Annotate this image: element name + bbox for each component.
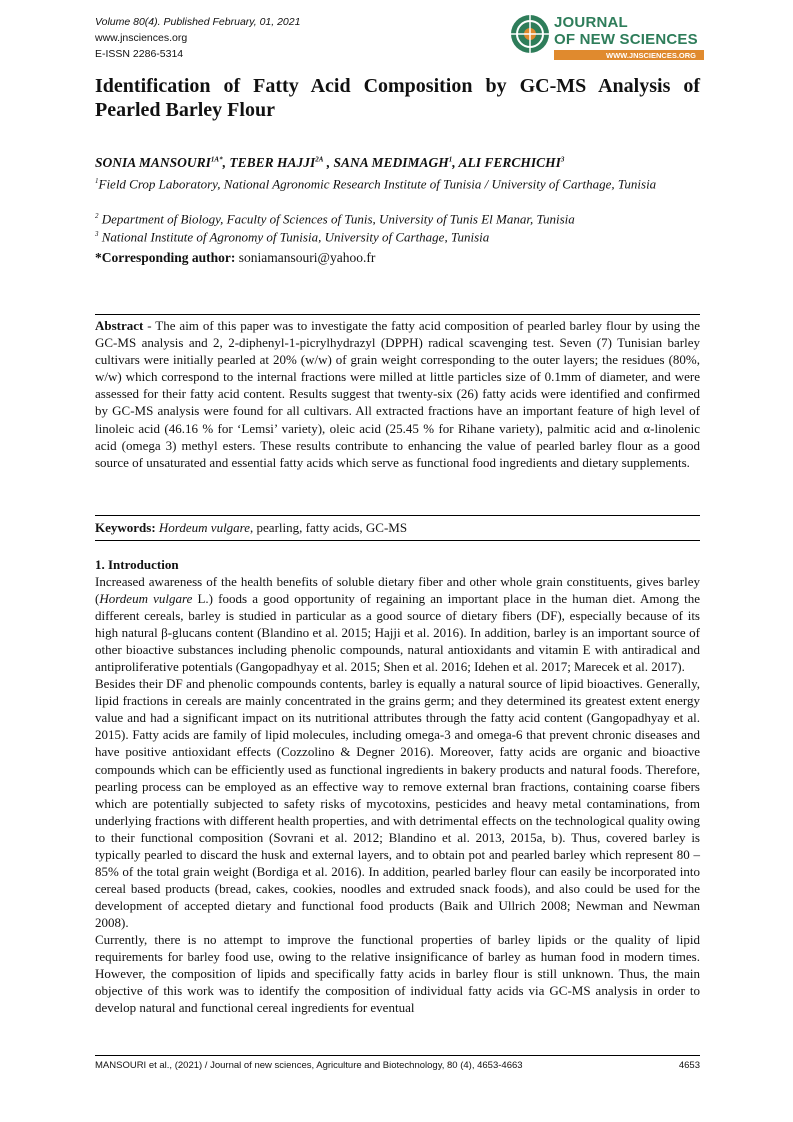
affiliation: [95, 225, 700, 246]
abstract: [95, 317, 700, 471]
author-name: ALI FERCHICHI: [458, 155, 561, 170]
keywords-text: , pearling, fatty acids, GC-MS: [250, 520, 408, 535]
divider: [95, 515, 700, 516]
paragraph: Currently, there is no attempt to improve the functional properties of barley lipids or the quality of lipid requirements for barley food use, owing to the relative insignificance of barley as human food in modern times. However, the composition of lipids and specifically fatty acids in barley flour is still unknown. Thus, the main objective of this work was to identify the composition of individual fatty acids via GC-MS analysis in order to develop natural and functional cereal ingredients for eventual: [95, 931, 700, 1016]
paper-title: Identification of Fatty Acid Composition by GC-MS Analysis of Pearled Barley Flour: [95, 75, 700, 121]
section-heading: 1. Introduction: [95, 557, 179, 572]
journal-logo: [510, 12, 710, 64]
corresponding-author: [95, 250, 375, 266]
author-affil: 2A: [315, 155, 324, 164]
page-footer: [95, 1060, 700, 1071]
keywords-label: Keywords:: [95, 520, 156, 535]
affiliation-text: Field Crop Laboratory, National Agronomic Research Institute of Tunisia / University of Carthage, Tunisia: [98, 176, 657, 192]
affiliation-marker: 2: [95, 212, 99, 220]
affiliation-text: Department of Biology, Faculty of Sciences of Tunis, University of Tunis El Manar, Tunisia: [101, 211, 575, 227]
logo-line2: OF NEW SCIENCES: [554, 31, 698, 48]
abstract-label: Abstract: [95, 318, 144, 333]
issn: E-ISSN 2286-5314: [95, 48, 184, 60]
logo-line1: JOURNAL: [554, 14, 628, 31]
affiliation: [95, 172, 700, 193]
logo-url: WWW.JNSCIENCES.ORG: [606, 50, 697, 60]
author-name: TEBER HAJJI: [229, 155, 316, 170]
abstract-text: - The aim of this paper was to investigate the fatty acid composition of pearled barley flour by using the GC-MS analysis and 2, 2-diphenyl-1-picrylhydrazyl (DPPH) radical scavenging test. Seven (7) Tunisian barley cultivars were initially pearled at 20% (w/w) of grain weight corresponding to the outer layers; the residues (80%, w/w) which correspond to the internal fractions were milled at little particles size of 0.1mm of diameter, and were assessed for their fatty acid content. Results suggest that twenty-six (26) fatty acids were identified and confirmed by GC-MS analysis were found for all cultivars. All extracted fractions have an important feature of high level of linoleic acid (46.16 % for ‘Lemsi’ variety), oleic acid (25.45 % for Rihane variety), palmitic acid and α-linolenic acid (omega 3) methyl esters. These results contribute to enhancing the value of pearled barley flour as a good source of unsaturated and essential fatty acids which serve as functional food ingredients and dietary supplements.: [95, 318, 700, 470]
journal-meta: [95, 14, 300, 62]
species-name: Hordeum vulgare: [99, 591, 193, 607]
page-number: 4653: [678, 1060, 700, 1071]
keyword-species: Hordeum vulgare: [158, 520, 251, 535]
author-affil: 1A*: [210, 155, 223, 164]
keywords: [95, 520, 407, 536]
corresponding-label: *Corresponding author:: [95, 250, 236, 265]
author-name: SONIA MANSOURI: [95, 155, 211, 170]
divider: [95, 314, 700, 315]
affiliation-marker: 1: [95, 177, 99, 185]
author-name: SANA MEDIMAGH: [333, 155, 449, 170]
journal-emblem-icon: [510, 14, 550, 54]
paragraph-text: L.) foods a good opportunity of regaining an important place in the human diet. Among the different cereals, barley is studied in particular as a good source of dietary fibers (DF), especially because of its high natural β-glucans content (Blandino et al. 2015; Hajji et al. 2016). In addition, barley is an important source of other bioactive substances including phenolic compounds, natural antioxidants and vitamin E with antiradical and antiproliferative potentials (Gangopadhyay et al. 2015; Shen et al. 2016; Idehen et al. 2017; Marecek et al. 2017).: [95, 591, 700, 675]
corresponding-email[interactable]: soniamansouri@yahoo.fr: [238, 250, 376, 265]
affiliation-marker: 3: [95, 230, 99, 238]
author-affil: 3: [560, 155, 565, 164]
paragraph: Besides their DF and phenolic compounds contents, barley is equally a natural source of lipid bioactives. Generally, lipid fractions in cereals are mainly concentrated in the grains germ; and they determined its greatest extent energy value and had a significant impact on its nutritional attributes through the fatty acid content (Gangopadhyay et al. 2015). Fatty acids are family of lipid molecules, including omega-3 and omega-6 that prevent chronic diseases and have positive antioxidant effects (Cozzolino & Degner 2016). Moreover, fatty acids are organic and bioactive compounds which can be efficiently used as functional ingredients in bakery products and natural foods. Therefore, pearling process can be employed as an effective way to remove external bran fractions, containing coarse fibers which are potentially subjected to safety risks of mycotoxins, pesticides and heavy metal contaminations, from underlying fractions with different health properties, and with detrimental effects on the technological quality owing to their functional composition (Sovrani et al. 2012; Blandino et al. 2013, 2015a, b). Thus, covered barley is typically pearled to discard the husk and external layers, and to obtain pot and pearled barley which represent 80 – 85% of the total grain weight (Bordiga et al. 2016). In addition, pearled barley flour can easily be incorporated into cereal based products (bread, cakes, cookies, noodles and extruded snack foods), and also could be used for the development of accepted dietary and functional food products (Baik and Ullrich 2008; Newman and Newman 2008).: [95, 676, 700, 930]
footer-citation: MANSOURI et al., (2021) / Journal of new sciences, Agriculture and Biotechnology, 80 (4), 4653-4663: [95, 1060, 523, 1071]
affiliation-text: National Institute of Agronomy of Tunisia, University of Carthage, Tunisia: [101, 229, 490, 245]
introduction-section: [95, 556, 700, 1016]
journal-website: www.jnsciences.org: [95, 32, 188, 44]
paragraph-text: Increased awareness of the health benefits of soluble dietary fiber and other whole grain constituents, gives barley (: [95, 574, 700, 607]
volume-line: Volume 80(4). Published February, 01, 2021: [95, 16, 301, 28]
paragraph: [95, 573, 700, 675]
author-affil: 1: [448, 155, 453, 164]
author-list: SONIA $MANSOURI^{1A*}$, TEBER $HAJJI^{2A}$ , SANA MEDIMAGH$^1$, ALI FERCHICHI$^3$: [95, 155, 565, 170]
footer-divider: [95, 1055, 700, 1056]
divider: [95, 540, 700, 541]
